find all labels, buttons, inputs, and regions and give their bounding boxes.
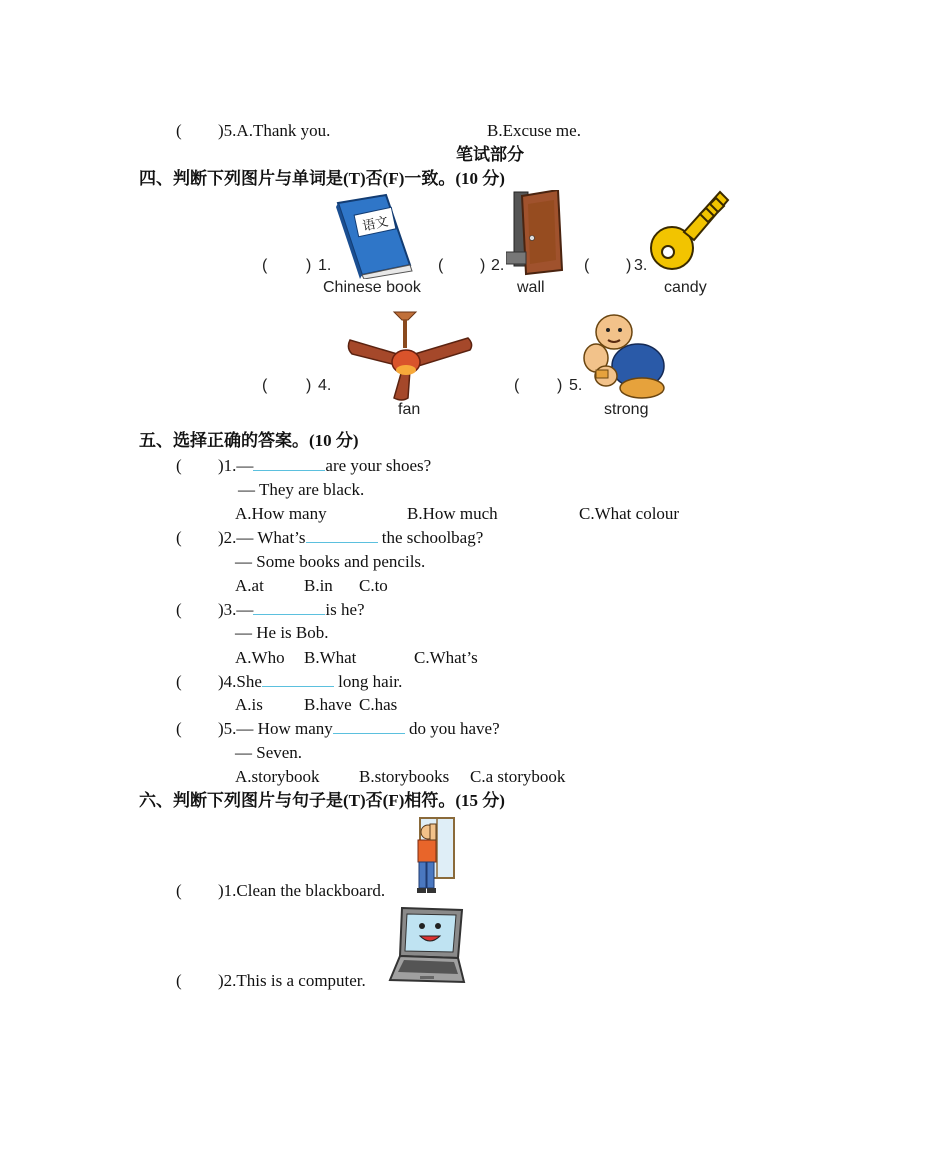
option-c: C.has <box>359 695 398 714</box>
option-b: B.What <box>304 648 357 667</box>
strong-man-icon <box>582 312 668 400</box>
paren-close: ) <box>557 377 563 394</box>
option-b: B.in <box>304 576 333 595</box>
option-a: A.storybook <box>235 767 320 786</box>
option-a: A.How many <box>235 504 327 523</box>
section-4-title: 四、判断下列图片与单词是(T)否(F)一致。(10 分) <box>139 169 505 188</box>
sentence-1: )1.Clean the blackboard. <box>218 881 386 900</box>
paren-open: ( <box>514 377 520 394</box>
paren-close: ) <box>480 257 486 274</box>
book-cover-text: 语文 <box>361 214 390 235</box>
option-a: A.is <box>235 695 263 714</box>
word-wall: wall <box>517 279 545 296</box>
paren-open: ( <box>584 257 590 274</box>
word-strong: strong <box>604 401 649 418</box>
option-a: A.Who <box>235 648 285 667</box>
item-number: 1. <box>318 257 332 274</box>
question-3-reply: — He is Bob. <box>235 623 329 642</box>
section-6-title: 六、判断下列图片与句子是(T)否(F)相符。(15 分) <box>139 791 505 810</box>
section-5-title: 五、选择正确的答案。(10 分) <box>139 431 359 450</box>
option-a: A.at <box>235 576 264 595</box>
option-c: C.What’s <box>414 648 478 667</box>
option-c: C.a storybook <box>470 767 566 786</box>
option-b: B.How much <box>407 504 498 523</box>
option-c: C.What colour <box>579 504 680 523</box>
answer-paren: ( <box>176 719 182 738</box>
word-chinese-book: Chinese book <box>323 279 421 296</box>
item-5-option-b: B.Excuse me. <box>487 121 581 140</box>
question-2: )2.— What’s the schoolbag? <box>218 528 484 547</box>
item-number: 4. <box>318 377 332 394</box>
answer-paren: ( <box>176 528 182 547</box>
word-fan: fan <box>398 401 421 418</box>
answer-blank[interactable] <box>253 456 325 471</box>
chinese-book-icon <box>334 193 414 279</box>
paren-close: ) <box>626 257 632 274</box>
option-b: B.have <box>304 695 352 714</box>
option-c: C.to <box>359 576 388 595</box>
paren-open: ( <box>262 257 268 274</box>
answer-paren: ( <box>176 600 182 619</box>
item-number: 5. <box>569 377 583 394</box>
written-part-title: 笔试部分 <box>456 145 524 164</box>
answer-blank[interactable] <box>333 719 405 734</box>
question-1: )1.— are your shoes? <box>218 456 432 475</box>
sentence-2: )2.This is a computer. <box>218 971 366 990</box>
paren-open: ( <box>262 377 268 394</box>
ceiling-fan-icon <box>346 310 476 402</box>
item-5-option-a: )5.A.Thank you. <box>218 121 331 140</box>
question-1-reply: — They are black. <box>238 480 365 499</box>
item-number: 2. <box>491 257 505 274</box>
answer-paren: ( <box>176 881 182 900</box>
item-paren: ( <box>176 121 182 140</box>
answer-paren: ( <box>176 971 182 990</box>
question-4: )4.She long hair. <box>218 672 403 691</box>
boy-cleaning-window-icon <box>410 816 456 898</box>
key-icon <box>648 186 732 274</box>
answer-paren: ( <box>176 456 182 475</box>
paren-open: ( <box>438 257 444 274</box>
door-icon <box>506 190 566 276</box>
question-2-reply: — Some books and pencils. <box>235 552 426 571</box>
answer-paren: ( <box>176 672 182 691</box>
word-candy: candy <box>664 279 707 296</box>
paren-close: ) <box>306 257 312 274</box>
question-3: )3.— is he? <box>218 600 365 619</box>
answer-blank[interactable] <box>253 600 325 615</box>
answer-blank[interactable] <box>306 528 378 543</box>
question-5: )5.— How many do you have? <box>218 719 500 738</box>
question-5-reply: — Seven. <box>235 743 303 762</box>
option-b: B.storybooks <box>359 767 450 786</box>
answer-blank[interactable] <box>262 672 334 687</box>
item-number: 3. <box>634 257 648 274</box>
paren-close: ) <box>306 377 312 394</box>
laptop-icon <box>388 906 466 986</box>
